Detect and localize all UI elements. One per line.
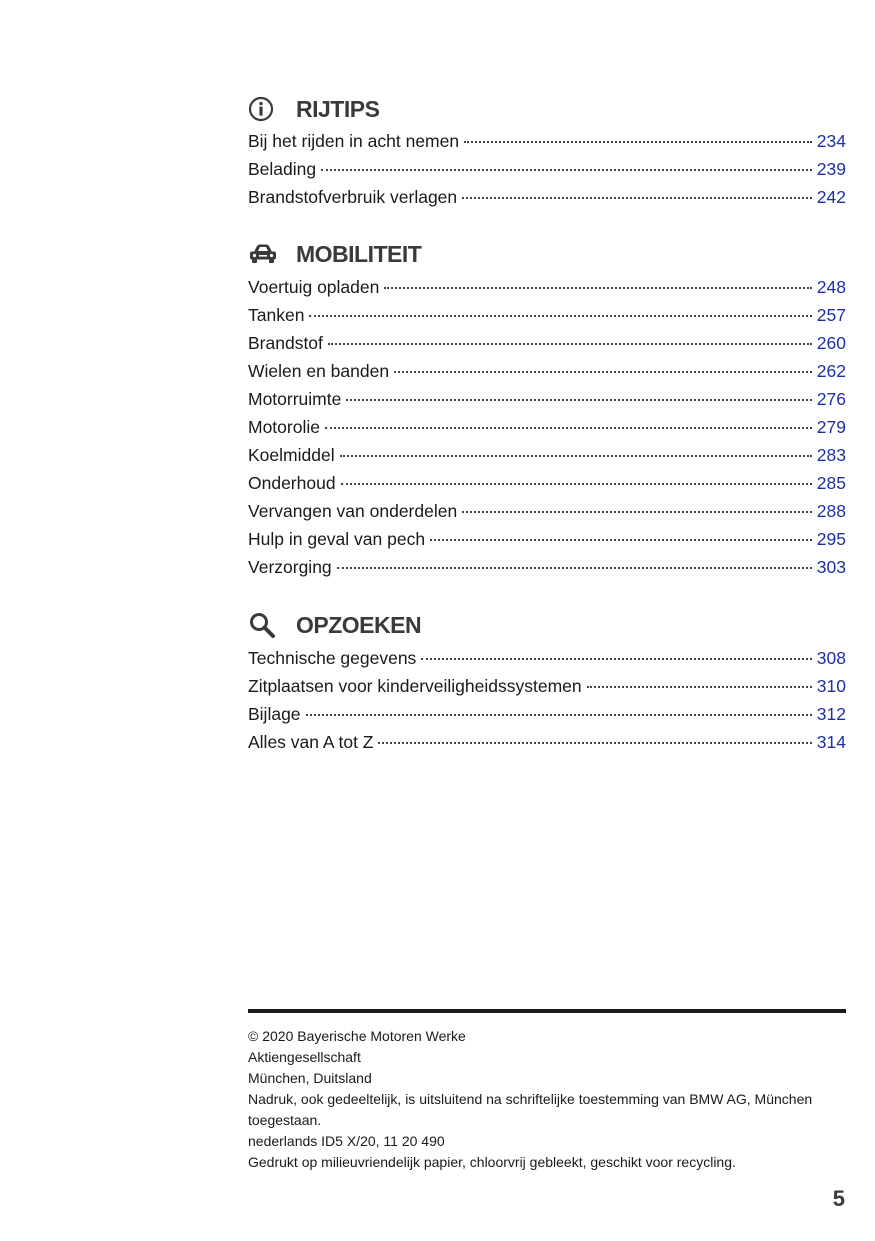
toc-entry-page[interactable]: 314 (816, 732, 846, 752)
toc-list (248, 644, 846, 756)
section-header (248, 239, 846, 269)
toc-entry-page[interactable]: 288 (816, 501, 846, 521)
toc-entry[interactable] (248, 329, 846, 357)
dot-leader (587, 686, 812, 688)
toc-entry[interactable] (248, 525, 846, 553)
toc-entry-label: Brandstof (248, 333, 323, 353)
section-title: OPZOEKEN (296, 611, 422, 638)
toc-entry[interactable] (248, 672, 846, 700)
section-rijtips (248, 94, 846, 211)
toc-entry-label: Vervangen van onderdelen (248, 501, 458, 521)
toc-entry[interactable] (248, 273, 846, 301)
dot-leader (346, 399, 811, 401)
toc-entry-label: Brandstofverbruik verlagen (248, 187, 458, 207)
imprint-text (248, 1026, 846, 1173)
toc-entry-label: Voertuig opladen (248, 277, 380, 297)
toc-entry[interactable] (248, 700, 846, 728)
toc-entry-label: Wielen en banden (248, 361, 390, 381)
dot-leader (341, 483, 812, 485)
toc-entry-label: Bijlage (248, 704, 301, 724)
dot-leader (337, 567, 812, 569)
toc-list (248, 127, 846, 211)
toc-entry[interactable] (248, 357, 846, 385)
dot-leader (421, 658, 811, 660)
toc-entry-page[interactable]: 248 (816, 277, 846, 297)
toc-entry-page[interactable]: 283 (816, 445, 846, 465)
page-number: 5 (832, 1186, 845, 1211)
dot-leader (328, 343, 812, 345)
toc-entry-label: Bij het rijden in acht nemen (248, 131, 460, 151)
toc-entry-label: Tanken (248, 305, 305, 325)
toc-entry-page[interactable]: 234 (816, 131, 846, 151)
imprint-line: nederlands ID5 X/20, 11 20 490 (248, 1133, 445, 1149)
toc-entry-page[interactable]: 285 (816, 473, 846, 493)
toc-entry[interactable] (248, 385, 846, 413)
dot-leader (321, 169, 812, 171)
toc-entry-page[interactable]: 260 (816, 333, 846, 353)
toc-entry-label: Technische gegevens (248, 648, 417, 668)
toc-entry-page[interactable]: 276 (816, 389, 846, 409)
toc-entry-label: Motorolie (248, 417, 320, 437)
section-header (248, 610, 846, 640)
toc-entry[interactable] (248, 183, 846, 211)
toc-entry[interactable] (248, 553, 846, 581)
imprint-line: Gedrukt op milieuvriendelijk papier, chloorvrij gebleekt, geschikt voor recycling. (248, 1154, 736, 1170)
dot-leader (340, 455, 812, 457)
toc-entry[interactable] (248, 413, 846, 441)
section-mobiliteit (248, 239, 846, 581)
toc-entry[interactable] (248, 728, 846, 756)
dot-leader (430, 539, 812, 541)
dot-leader (464, 141, 812, 143)
dot-leader (384, 287, 811, 289)
toc-entry[interactable] (248, 301, 846, 329)
toc-entry-page[interactable]: 262 (816, 361, 846, 381)
search-icon (248, 610, 284, 640)
imprint-line: München, Duitsland (248, 1070, 372, 1086)
toc-entry[interactable] (248, 441, 846, 469)
toc-entry-page[interactable]: 310 (816, 676, 846, 696)
toc-entry-label: Alles van A tot Z (248, 732, 374, 752)
toc-entry-label: Zitplaatsen voor kinderveiligheidssystemen (248, 676, 582, 696)
info-icon (248, 94, 284, 124)
toc-list (248, 273, 846, 581)
toc-entry[interactable] (248, 469, 846, 497)
divider (248, 1009, 846, 1013)
toc-entry-page[interactable]: 308 (816, 648, 846, 668)
toc-entry-page[interactable]: 312 (816, 704, 846, 724)
dot-leader (306, 714, 812, 716)
dot-leader (462, 511, 812, 513)
section-opzoeken (248, 610, 846, 756)
toc-entry-label: Verzorging (248, 557, 332, 577)
toc-entry-page[interactable]: 295 (816, 529, 846, 549)
dot-leader (378, 742, 811, 744)
section-title: MOBILITEIT (296, 240, 422, 267)
toc-entry[interactable] (248, 644, 846, 672)
car-icon (248, 239, 284, 269)
toc-entry-label: Koelmiddel (248, 445, 335, 465)
toc-entry[interactable] (248, 155, 846, 183)
toc-entry-page[interactable]: 242 (816, 187, 846, 207)
dot-leader (394, 371, 812, 373)
imprint-line: Aktiengesellschaft (248, 1049, 361, 1065)
toc-entry-label: Motorruimte (248, 389, 342, 409)
dot-leader (309, 315, 811, 317)
section-header (248, 94, 846, 124)
toc-entry-page[interactable]: 239 (816, 159, 846, 179)
dot-leader (462, 197, 812, 199)
toc-entry-label: Hulp in geval van pech (248, 529, 426, 549)
toc-entry-page[interactable]: 279 (816, 417, 846, 437)
toc-entry[interactable] (248, 497, 846, 525)
toc-entry-label: Onderhoud (248, 473, 336, 493)
toc-entry-page[interactable]: 257 (816, 305, 846, 325)
imprint-footer (248, 1009, 846, 1173)
dot-leader (325, 427, 812, 429)
toc-entry[interactable] (248, 127, 846, 155)
toc-entry-page[interactable]: 303 (816, 557, 846, 577)
imprint-line: Nadruk, ook gedeeltelijk, is uitsluitend na schriftelijke toestemming van BMW AG, München toegestaan. (248, 1091, 813, 1128)
section-title: RIJTIPS (296, 95, 380, 122)
toc-entry-label: Belading (248, 159, 317, 179)
imprint-line: © 2020 Bayerische Motoren Werke (248, 1028, 466, 1044)
